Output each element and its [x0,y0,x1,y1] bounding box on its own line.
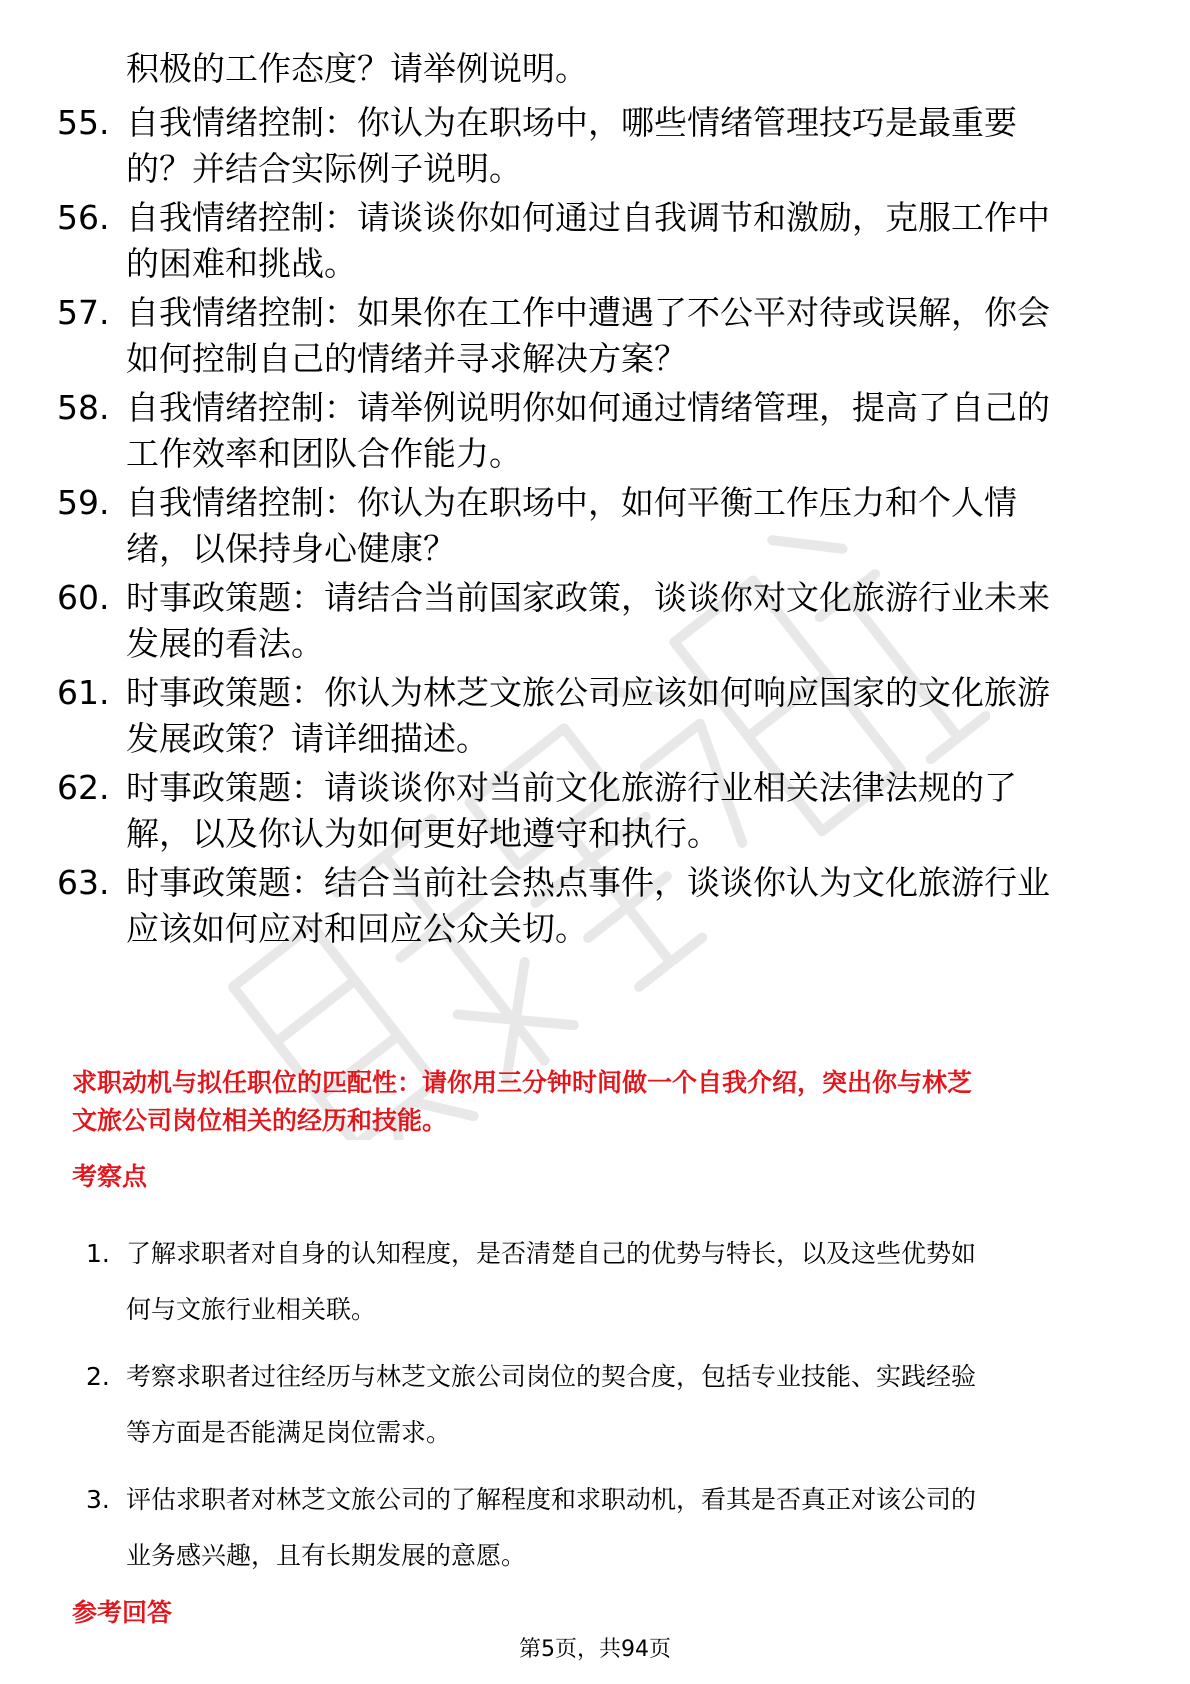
question-number: 56. [57,198,110,237]
question-text [126,860,1126,952]
question-line: 时事政策题：结合当前社会热点事件，谈谈你认为文化旅游行业 [126,863,1050,902]
question-line: 时事政策题：请结合当前国家政策，谈谈你对文化旅游行业未来 [126,578,1050,617]
question-line: 自我情绪控制：你认为在职场中，哪些情绪管理技巧是最重要 [126,103,1017,142]
point-line: 考察求职者过往经历与林芝文旅公司岗位的契合度，包括专业技能、实践经验 [126,1362,977,1391]
answer-title: 参考回答 [72,1598,173,1627]
question-line: 解，以及你认为如何更好地遵守和执行。 [126,814,720,853]
continuation-line: 积极的工作态度？请举例说明。 [126,49,588,88]
question-number: 55. [57,103,110,142]
point-line: 何与文旅行业相关联。 [126,1295,377,1324]
point-text [126,1226,1126,1338]
question-line: 发展的看法。 [126,624,324,663]
question-line: 工作效率和团队合作能力。 [126,434,522,473]
question-text [126,480,1126,572]
question-line: 如何控制自己的情绪并寻求解决方案？ [126,339,687,378]
point-line: 等方面是否能满足岗位需求。 [126,1418,452,1447]
point-text [126,1349,1126,1461]
highlight-question-line: 文旅公司岗位相关的经历和技能。 [72,1106,448,1135]
question-line: 时事政策题：请谈谈你对当前文化旅游行业相关法律法规的了 [126,768,1017,807]
question-number: 59. [57,483,110,522]
highlight-question-line: 求职动机与拟任职位的匹配性：请你用三分钟时间做一个自我介绍，突出你与林芝 [72,1068,973,1097]
question-number: 58. [57,388,110,427]
question-number: 63. [57,863,110,902]
point-line: 了解求职者对自身的认知程度，是否清楚自己的优势与特长，以及这些优势如 [126,1239,977,1268]
question-text [126,670,1126,762]
point-number: 2. [86,1362,110,1391]
question-number: 62. [57,768,110,807]
question-number: 57. [57,293,110,332]
highlight-question [72,1064,1132,1140]
question-line: 应该如何应对和回应公众关切。 [126,909,588,948]
question-text [126,195,1126,287]
question-line: 自我情绪控制：你认为在职场中，如何平衡工作压力和个人情 [126,483,1017,522]
question-text [126,765,1126,857]
point-number: 1. [86,1239,110,1268]
question-line: 绪，以保持身心健康？ [126,529,456,568]
point-number: 3. [86,1485,110,1514]
question-number: 61. [57,673,110,712]
question-text [126,290,1126,382]
question-line: 的困难和挑战。 [126,244,357,283]
question-line: 自我情绪控制：如果你在工作中遭遇了不公平对待或误解，你会 [126,293,1050,332]
question-line: 时事政策题：你认为林芝文旅公司应该如何响应国家的文化旅游 [126,673,1050,712]
page-footer: 第5页，共94页 [519,1637,671,1662]
question-text [126,385,1126,477]
points-title: 考察点 [72,1162,148,1191]
point-text [126,1472,1126,1584]
question-number: 60. [57,578,110,617]
question-line: 自我情绪控制：请谈谈你如何通过自我调节和激励，克服工作中 [126,198,1050,237]
point-line: 业务感兴趣，且有长期发展的意愿。 [126,1541,527,1570]
question-line: 自我情绪控制：请举例说明你如何通过情绪管理，提高了自己的 [126,388,1050,427]
question-text [126,575,1126,667]
point-line: 评估求职者对林芝文旅公司的了解程度和求职动机，看其是否真正对该公司的 [126,1485,977,1514]
question-line: 的？并结合实际例子说明。 [126,149,522,188]
question-line: 发展政策？请详细描述。 [126,719,489,758]
question-text [126,100,1126,192]
